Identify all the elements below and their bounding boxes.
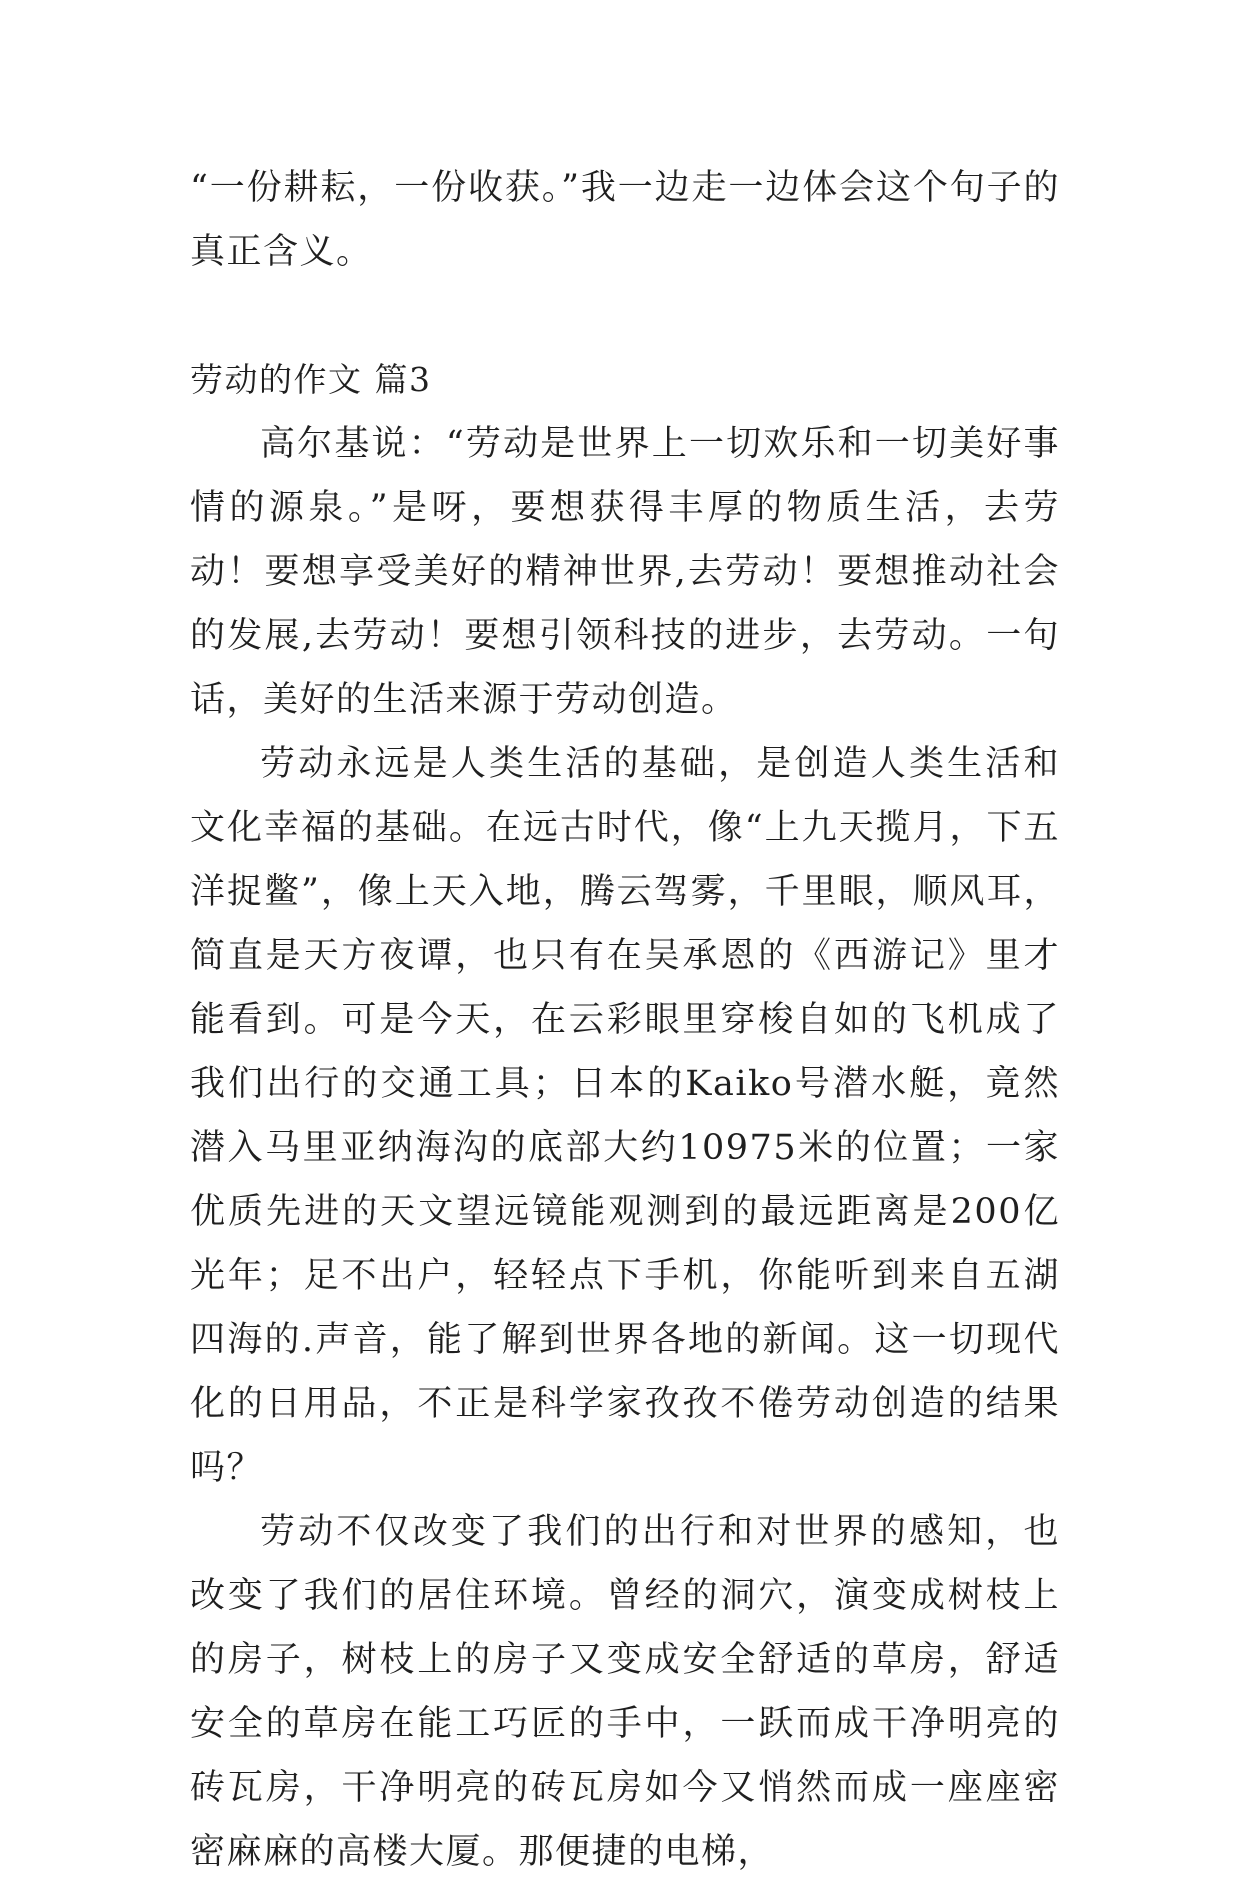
intro-paragraph: “一份耕耘，一份收获。”我一边走一边体会这个句子的真正含义。: [190, 168, 1060, 272]
paragraph-gap: [190, 284, 1060, 348]
paragraph-living-environment: 劳动不仅改变了我们的出行和对世界的感知，也改变了我们的居住环境。曾经的洞穴，演变成树枝上的房子，树枝上的房子又变成安全舒适的草房，舒适安全的草房在能工巧匠的手中，一跃而成干净明亮的砖瓦房，干净明亮的砖瓦房如今又悄然而成一座座密密麻麻的高楼大厦。那便捷的电梯，: [190, 1512, 1060, 1872]
section-heading: 劳动的作文 篇3: [190, 360, 432, 399]
paragraph-labor-foundation: 劳动永远是人类生活的基础，是创造人类生活和文化幸福的基础。在远古时代，像“上九天揽月，下五洋捉鳖”，像上天入地，腾云驾雾，千里眼，顺风耳，简直是天方夜谭，也只有在吴承恩的《西游记》里才能看到。可是今天，在云彩眼里穿梭自如的飞机成了我们出行的交通工具；日本的Kaiko号潜水艇，竟然潜入马里亚纳海沟的底部大约10975米的位置；一家优质先进的天文望远镜能观测到的最远距离是200亿光年；足不出户，轻轻点下手机，你能听到来自五湖四海的.声音，能了解到世界各地的新闻。这一切现代化的日用品，不正是科学家孜孜不倦劳动创造的结果吗？: [190, 744, 1060, 1488]
document-body: [190, 156, 1060, 1884]
paragraph-gorky-quote: 高尔基说：“劳动是世界上一切欢乐和一切美好事情的源泉。”是呀，要想获得丰厚的物质生活，去劳动！要想享受美好的精神世界,去劳动！要想推动社会的发展,去劳动！要想引领科技的进步，去劳动。一句话，美好的生活来源于劳动创造。: [190, 424, 1060, 720]
